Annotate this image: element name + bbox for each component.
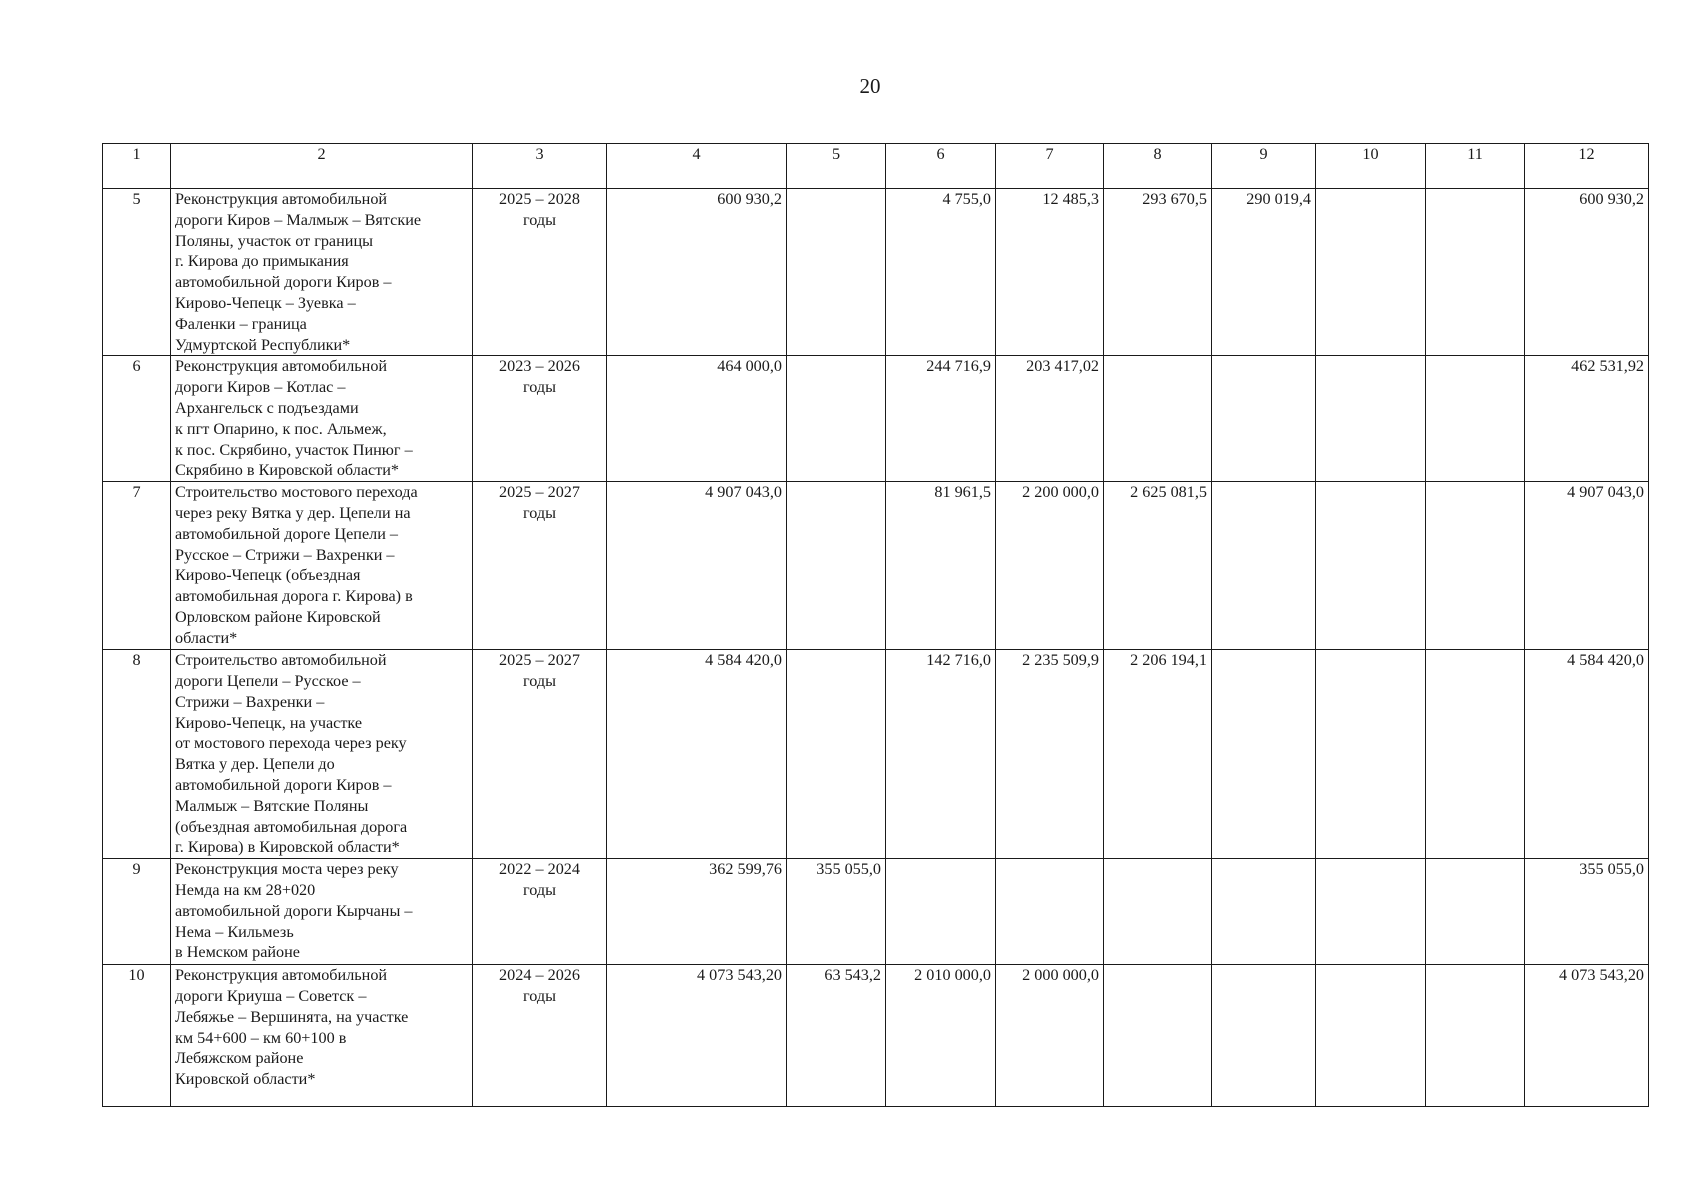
project-name-line: дороги Киров – Котлас – (175, 378, 346, 397)
years-line: 2025 – 2027 (499, 483, 580, 502)
years-line: годы (523, 378, 556, 397)
amount-cell-col5: 355 055,0 (787, 859, 886, 965)
project-name-line: автомобильной дороги Киров – (175, 775, 392, 794)
column-number-header: 9 (1212, 144, 1316, 189)
column-number-header: 12 (1525, 144, 1649, 189)
project-name-line: к пгт Опарино, к пос. Альмеж, (175, 419, 387, 438)
amount-cell-col8: 2 206 194,1 (1104, 650, 1212, 859)
amount-cell-col12: 4 073 543,20 (1525, 965, 1649, 1107)
project-name-line: Реконструкция автомобильной (175, 357, 388, 376)
project-name-line: Лебяжье – Вершинята, на участке (175, 1007, 409, 1026)
amount-cell-col11 (1426, 859, 1525, 965)
amount-cell-col4: 464 000,0 (607, 356, 787, 482)
years-cell (473, 356, 607, 482)
years-cell (473, 859, 607, 965)
project-name-line: Немда на км 28+020 (175, 880, 316, 899)
project-name-line: Русское – Стрижи – Вахренки – (175, 545, 395, 564)
amount-cell-col8 (1104, 859, 1212, 965)
amount-cell-col8 (1104, 356, 1212, 482)
amount-cell-col10 (1316, 965, 1426, 1107)
amount-cell-col11 (1426, 482, 1525, 650)
years-line: годы (523, 986, 556, 1005)
project-name-cell (171, 482, 473, 650)
amount-cell-col12: 600 930,2 (1525, 189, 1649, 356)
project-name-cell (171, 859, 473, 965)
amount-cell-col5 (787, 650, 886, 859)
row-number-cell: 6 (103, 356, 171, 482)
column-number-header: 3 (473, 144, 607, 189)
amount-cell-col4: 4 907 043,0 (607, 482, 787, 650)
amount-cell-col10 (1316, 859, 1426, 965)
page-number: 20 (859, 74, 881, 98)
amount-cell-col9: 290 019,4 (1212, 189, 1316, 356)
table-row (103, 965, 1649, 1107)
years-cell (473, 650, 607, 859)
project-name-line: Кировской области* (175, 1070, 316, 1089)
amount-cell-col9 (1212, 650, 1316, 859)
table-row (103, 859, 1649, 965)
column-number-header: 6 (886, 144, 996, 189)
years-line: годы (523, 671, 556, 690)
project-name-line: автомобильной дороге Цепели – (175, 524, 399, 543)
amount-cell-col6: 142 716,0 (886, 650, 996, 859)
project-name-cell (171, 356, 473, 482)
project-name-line: дороги Криуша – Советск – (175, 986, 367, 1005)
amount-cell-col11 (1426, 189, 1525, 356)
project-name-cell (171, 965, 473, 1107)
amount-cell-col4: 600 930,2 (607, 189, 787, 356)
project-name-line: Архангельск с подъездами (175, 398, 359, 417)
project-name-line: автомобильной дороги Киров – (175, 273, 392, 292)
column-number-header: 10 (1316, 144, 1426, 189)
amount-cell-col11 (1426, 356, 1525, 482)
row-number-cell: 10 (103, 965, 171, 1107)
amount-cell-col12: 462 531,92 (1525, 356, 1649, 482)
project-name-line: Кирово-Чепецк, на участке (175, 713, 363, 732)
amount-cell-col7: 2 200 000,0 (996, 482, 1104, 650)
amount-cell-col12: 4 907 043,0 (1525, 482, 1649, 650)
project-name-line: дороги Киров – Малмыж – Вятские (175, 210, 422, 229)
amount-cell-col12: 355 055,0 (1525, 859, 1649, 965)
column-number-header-row (103, 144, 1649, 189)
amount-cell-col9 (1212, 965, 1316, 1107)
amount-cell-col10 (1316, 189, 1426, 356)
years-line: 2022 – 2024 (499, 860, 580, 879)
amount-cell-col4: 4 073 543,20 (607, 965, 787, 1107)
project-name-line: Кирово-Чепецк – Зуевка – (175, 293, 356, 312)
project-name-line: автомобильная дорога г. Кирова) в (175, 587, 413, 606)
column-number-header: 2 (171, 144, 473, 189)
table-row (103, 650, 1649, 859)
years-cell (473, 189, 607, 356)
table-row (103, 356, 1649, 482)
amount-cell-col6: 81 961,5 (886, 482, 996, 650)
project-name-line: Малмыж – Вятские Поляны (175, 796, 369, 815)
project-name-line: области* (175, 628, 238, 647)
amount-cell-col9 (1212, 482, 1316, 650)
years-line: годы (523, 880, 556, 899)
project-name-line: Удмуртской Республики* (175, 335, 351, 354)
project-name-line: Лебяжском районе (175, 1049, 304, 1068)
amount-cell-col8: 2 625 081,5 (1104, 482, 1212, 650)
project-name-line: Реконструкция моста через реку (175, 860, 399, 879)
amount-cell-col5: 63 543,2 (787, 965, 886, 1107)
amount-cell-col10 (1316, 356, 1426, 482)
column-number-header: 11 (1426, 144, 1525, 189)
row-number-cell: 8 (103, 650, 171, 859)
project-name-line: Поляны, участок от границы (175, 231, 373, 250)
project-name-line: Вятка у дер. Цепели до (175, 755, 335, 774)
amount-cell-col6: 244 716,9 (886, 356, 996, 482)
years-cell (473, 965, 607, 1107)
column-number-header: 7 (996, 144, 1104, 189)
project-name-line: Кирово-Чепецк (объездная (175, 566, 361, 585)
amount-cell-col5 (787, 356, 886, 482)
project-name-line: к пос. Скрябино, участок Пинюг – (175, 440, 413, 459)
project-name-line: автомобильной дороги Кырчаны – (175, 901, 413, 920)
amount-cell-col6: 2 010 000,0 (886, 965, 996, 1107)
amount-cell-col4: 362 599,76 (607, 859, 787, 965)
amount-cell-col9 (1212, 859, 1316, 965)
project-name-line: г. Кирова до примыкания (175, 252, 349, 271)
amount-cell-col5 (787, 482, 886, 650)
column-number-header: 1 (103, 144, 171, 189)
years-cell (473, 482, 607, 650)
project-name-line: км 54+600 – км 60+100 в (175, 1028, 347, 1047)
project-name-line: в Немском районе (175, 943, 300, 962)
project-name-line: Реконструкция автомобильной (175, 966, 388, 985)
amount-cell-col8: 293 670,5 (1104, 189, 1212, 356)
years-line: 2024 – 2026 (499, 966, 580, 985)
project-name-cell (171, 189, 473, 356)
column-number-header: 4 (607, 144, 787, 189)
table-row (103, 189, 1649, 356)
financing-table (102, 143, 1649, 1107)
amount-cell-col11 (1426, 965, 1525, 1107)
project-name-line: от мостового перехода через реку (175, 734, 407, 753)
project-name-line: Строительство мостового перехода (175, 483, 418, 502)
amount-cell-col10 (1316, 650, 1426, 859)
project-name-line: Строительство автомобильной (175, 651, 387, 670)
row-number-cell: 7 (103, 482, 171, 650)
project-name-line: г. Кирова) в Кировской области* (175, 838, 400, 857)
amount-cell-col9 (1212, 356, 1316, 482)
years-line: 2023 – 2026 (499, 357, 580, 376)
row-number-cell: 5 (103, 189, 171, 356)
years-line: годы (523, 210, 556, 229)
amount-cell-col8 (1104, 965, 1212, 1107)
amount-cell-col6: 4 755,0 (886, 189, 996, 356)
row-number-cell: 9 (103, 859, 171, 965)
column-number-header: 5 (787, 144, 886, 189)
amount-cell-col6 (886, 859, 996, 965)
amount-cell-col11 (1426, 650, 1525, 859)
project-name-line: Стрижи – Вахренки – (175, 692, 325, 711)
project-name-line: Фаленки – граница (175, 314, 307, 333)
project-name-line: Орловском районе Кировской (175, 607, 381, 626)
amount-cell-col5 (787, 189, 886, 356)
amount-cell-col7: 203 417,02 (996, 356, 1104, 482)
years-line: 2025 – 2027 (499, 651, 580, 670)
project-name-cell (171, 650, 473, 859)
amount-cell-col7: 12 485,3 (996, 189, 1104, 356)
amount-cell-col4: 4 584 420,0 (607, 650, 787, 859)
years-line: годы (523, 503, 556, 522)
project-name-line: через реку Вятка у дер. Цепели на (175, 503, 411, 522)
amount-cell-col7 (996, 859, 1104, 965)
project-name-line: Реконструкция автомобильной (175, 190, 388, 208)
column-number-header: 8 (1104, 144, 1212, 189)
amount-cell-col7: 2 000 000,0 (996, 965, 1104, 1107)
project-name-line: (объездная автомобильная дорога (175, 817, 408, 836)
project-name-line: Скрябино в Кировской области* (175, 461, 400, 480)
amount-cell-col10 (1316, 482, 1426, 650)
project-name-line: Нема – Кильмезь (175, 922, 294, 941)
amount-cell-col12: 4 584 420,0 (1525, 650, 1649, 859)
table-row (103, 482, 1649, 650)
project-name-line: дороги Цепели – Русское – (175, 671, 361, 690)
amount-cell-col7: 2 235 509,9 (996, 650, 1104, 859)
years-line: 2025 – 2028 (499, 190, 580, 208)
